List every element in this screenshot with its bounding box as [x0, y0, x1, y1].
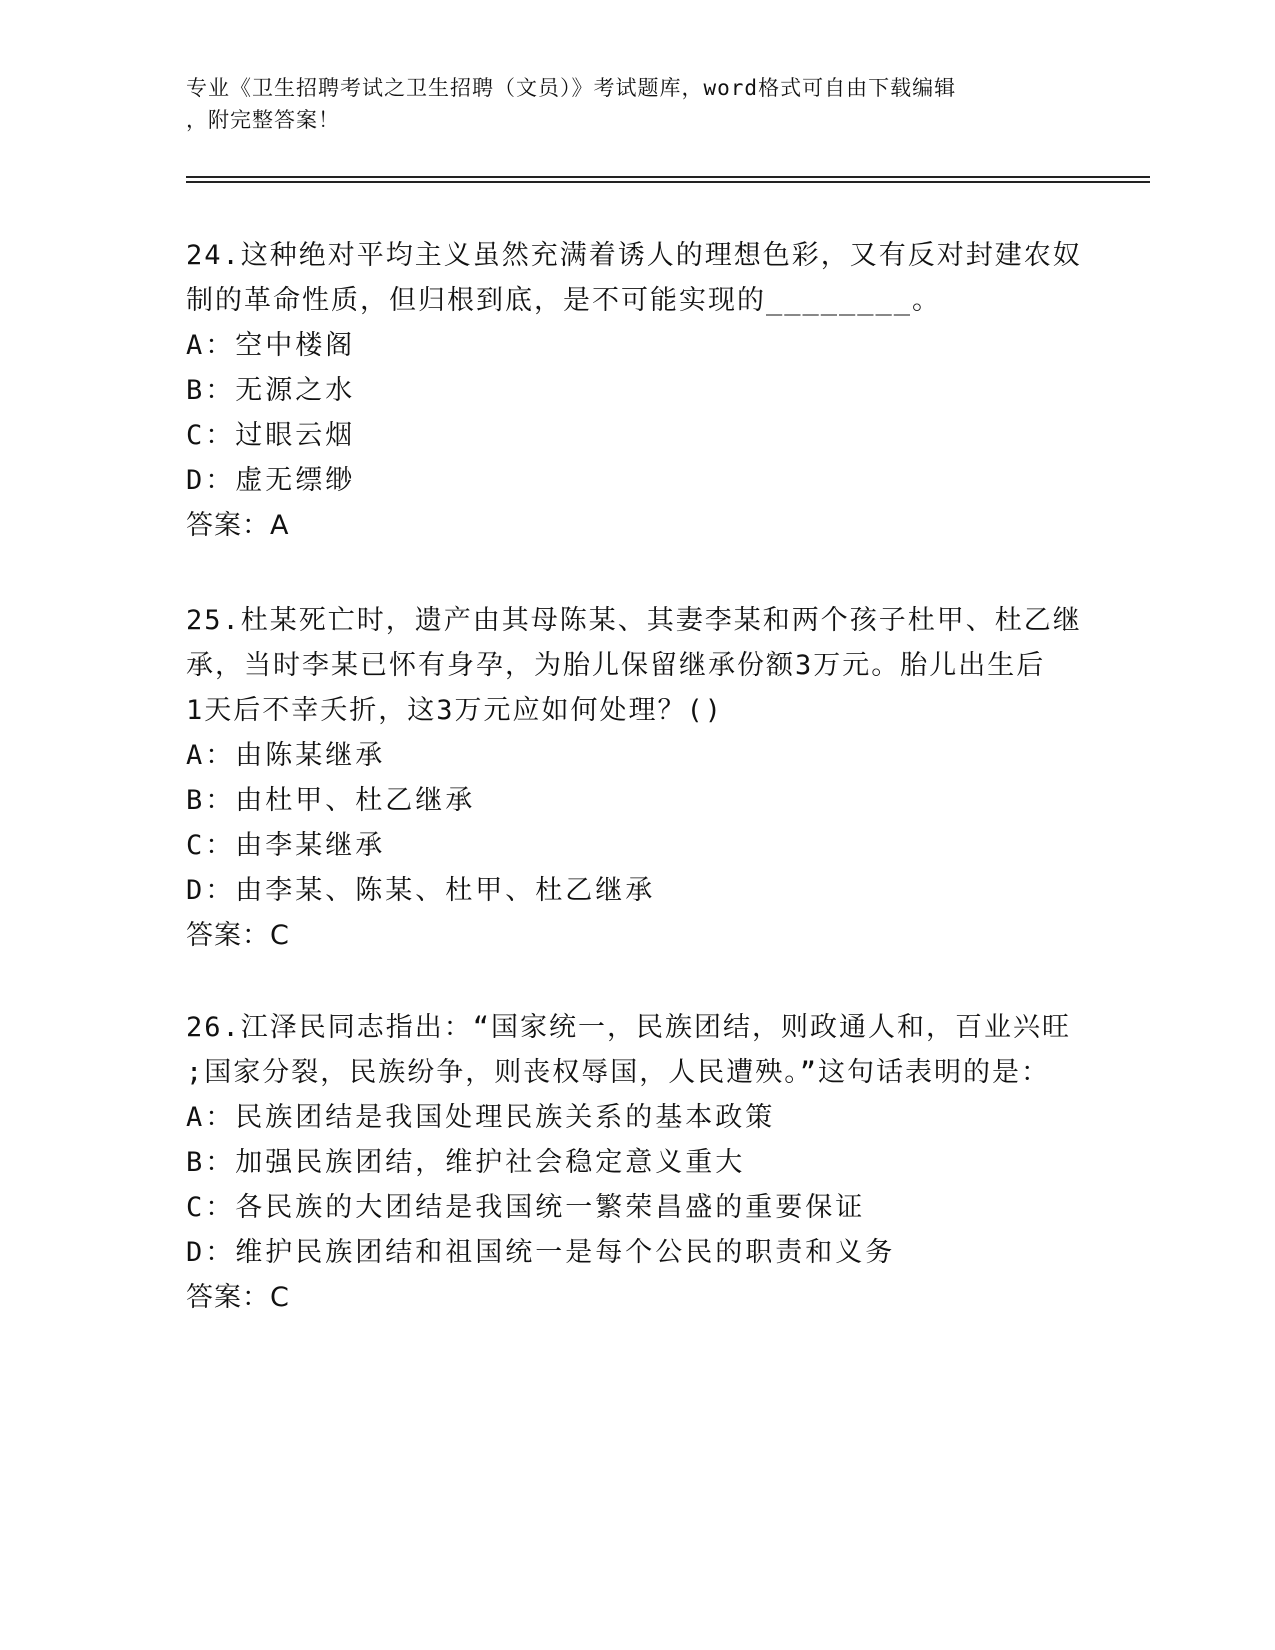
question-line: ;国家分裂，民族纷争，则丧权辱国，人民遭殃。”这句话表明的是： — [186, 1057, 1051, 1088]
question-line: 25.杜某死亡时，遗产由其母陈某、其妻李某和两个孩子杜甲、杜乙继 — [186, 605, 1082, 636]
answer: 答案：C — [186, 1282, 290, 1313]
option-a: A：空中楼阁 — [186, 330, 356, 361]
option-a: A：民族团结是我国处理民族关系的基本政策 — [186, 1102, 776, 1133]
option-c: C：由李某继承 — [186, 830, 386, 861]
option-b: B：由杜甲、杜乙继承 — [186, 785, 476, 816]
option-b: B：加强民族团结，维护社会稳定意义重大 — [186, 1147, 746, 1178]
question-25 — [186, 598, 1086, 958]
header-divider-bottom — [186, 181, 1150, 183]
header-line: 专业《卫生招聘考试之卫生招聘（文员）》考试题库，word格式可自由下载编辑 — [186, 76, 957, 100]
option-b: B：无源之水 — [186, 375, 356, 406]
option-d: D：维护民族团结和祖国统一是每个公民的职责和义务 — [186, 1237, 896, 1268]
option-d: D：由李某、陈某、杜甲、杜乙继承 — [186, 875, 656, 906]
question-24 — [186, 233, 1086, 548]
header-divider-top — [186, 176, 1150, 178]
header-line: ，附完整答案！ — [186, 108, 340, 132]
question-line: 24.这种绝对平均主义虽然充满着诱人的理想色彩，又有反对封建农奴 — [186, 240, 1082, 271]
question-line: 1天后不幸夭折，这3万元应如何处理？() — [186, 695, 724, 726]
question-text — [186, 598, 1086, 733]
question-line: 26.江泽民同志指出：“国家统一，民族团结，则政通人和，百业兴旺 — [186, 1012, 1072, 1043]
document-header — [186, 72, 1066, 136]
question-26 — [186, 1005, 1086, 1320]
question-line: 制的革命性质，但归根到底，是不可能实现的________。 — [186, 285, 942, 316]
question-text — [186, 233, 1086, 323]
question-text — [186, 1005, 1086, 1095]
option-d: D：虚无缥缈 — [186, 465, 356, 496]
option-c: C：各民族的大团结是我国统一繁荣昌盛的重要保证 — [186, 1192, 866, 1223]
option-c: C：过眼云烟 — [186, 420, 356, 451]
option-a: A：由陈某继承 — [186, 740, 386, 771]
answer: 答案：C — [186, 920, 290, 951]
answer: 答案：A — [186, 510, 290, 541]
question-line: 承，当时李某已怀有身孕，为胎儿保留继承份额3万元。胎儿出生后 — [186, 650, 1046, 681]
